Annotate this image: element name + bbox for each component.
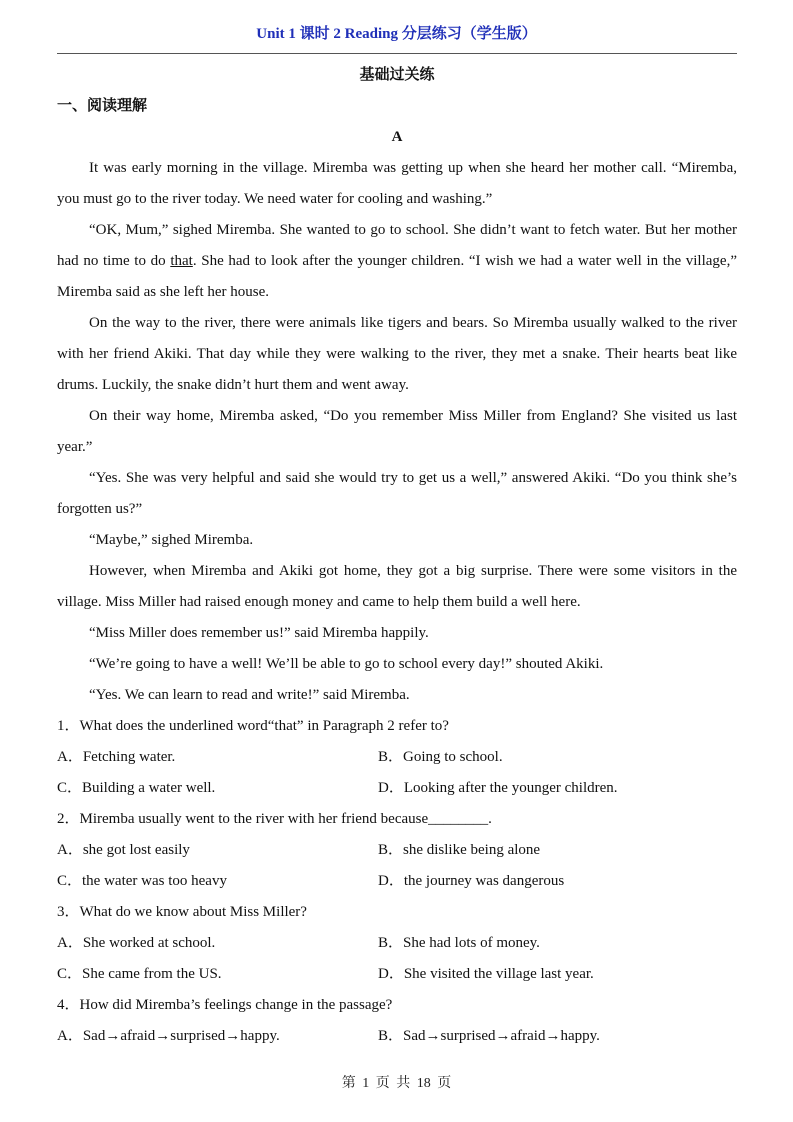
document-header-title: Unit 1 课时 2 Reading 分层练习（学生版） bbox=[256, 26, 537, 42]
options-row bbox=[57, 835, 737, 866]
option-a[interactable]: A．She worked at school. bbox=[57, 935, 216, 951]
option-a[interactable]: A．Sad→afraid→surprised→happy. bbox=[57, 1028, 280, 1044]
passage-paragraph-3: On the way to the river, there were animals like tigers and bears. So Miremba usually walked to the river with her friend Akiki. That day while they were walking to the river, they met a snake. Their hearts beat like drums. Luckily, the snake didn’t hurt them and went away. bbox=[57, 315, 737, 393]
options-row bbox=[57, 1021, 737, 1052]
passage-paragraph-9: “We’re going to have a well! We’ll be able to go to school every day!” shouted Akiki. bbox=[89, 656, 604, 672]
option-c[interactable]: C．the water was too heavy bbox=[57, 873, 227, 889]
passage-paragraph-8: “Miss Miller does remember us!” said Miremba happily. bbox=[89, 625, 429, 641]
option-b[interactable]: B．Sad→surprised→afraid→happy. bbox=[378, 1028, 600, 1044]
header-divider bbox=[57, 53, 737, 54]
paragraph-2-text-before: “OK, Mum,” sighed Miremba. She wanted to go to school. She didn’t want to fetch water. But her mother had no time to do bbox=[57, 222, 737, 269]
page-footer: 第 1 页 共 18 页 bbox=[341, 1076, 452, 1091]
option-c[interactable]: C．She came from the US. bbox=[57, 966, 222, 982]
option-c[interactable]: C．Building a water well. bbox=[57, 780, 216, 796]
options-row bbox=[57, 773, 737, 804]
question-2 bbox=[57, 804, 737, 897]
passage-paragraph-10: “Yes. We can learn to read and write!” said Miremba. bbox=[89, 687, 410, 703]
question-stem: 1．What does the underlined word“that” in Paragraph 2 refer to? bbox=[57, 718, 449, 734]
passage-paragraph-6: “Maybe,” sighed Miremba. bbox=[89, 532, 254, 548]
question-stem: 4．How did Miremba’s feelings change in the passage? bbox=[57, 997, 393, 1013]
options-row bbox=[57, 959, 737, 990]
question-3 bbox=[57, 897, 737, 990]
part-title: 一、阅读理解 bbox=[57, 98, 148, 114]
option-d[interactable]: D．She visited the village last year. bbox=[378, 966, 594, 982]
question-stem: 2．Miremba usually went to the river with her friend because________. bbox=[57, 811, 492, 827]
option-a[interactable]: A．Fetching water. bbox=[57, 749, 176, 765]
passage-label: A bbox=[391, 129, 403, 145]
passage-paragraph-2 bbox=[57, 215, 737, 308]
question-4 bbox=[57, 990, 737, 1052]
option-d[interactable]: D．Looking after the younger children. bbox=[378, 780, 618, 796]
passage-paragraph-1: It was early morning in the village. Miremba was getting up when she heard her mother call. “Miremba, you must go to the river today. We need water for cooling and washing.” bbox=[57, 160, 737, 207]
options-row bbox=[57, 928, 737, 959]
option-a[interactable]: A．she got lost easily bbox=[57, 842, 190, 858]
option-b[interactable]: B．Going to school. bbox=[378, 749, 503, 765]
option-b[interactable]: B．She had lots of money. bbox=[378, 935, 540, 951]
options-row bbox=[57, 866, 737, 897]
option-d[interactable]: D．the journey was dangerous bbox=[378, 873, 565, 889]
passage-paragraph-4: On their way home, Miremba asked, “Do you remember Miss Miller from England? She visited us last year.” bbox=[57, 408, 737, 455]
options-row bbox=[57, 742, 737, 773]
section-heading: 基础过关练 bbox=[359, 67, 435, 83]
question-stem: 3．What do we know about Miss Miller? bbox=[57, 904, 307, 920]
passage-paragraph-7: However, when Miremba and Akiki got home, they got a big surprise. There were some visitors in the village. Miss Miller had raised enough money and came to help them build a well here. bbox=[57, 563, 737, 610]
question-1 bbox=[57, 711, 737, 804]
option-b[interactable]: B．she dislike being alone bbox=[378, 842, 541, 858]
underlined-word-that: that bbox=[170, 253, 193, 269]
passage-paragraph-5: “Yes. She was very helpful and said she would try to get us a well,” answered Akiki. “Do you think she’s forgotten us?” bbox=[57, 470, 737, 517]
document-body bbox=[57, 60, 737, 1052]
paragraph-2-text-after: . She had to look after the younger children. “I wish we had a water well in the village,” Miremba said as she left her house. bbox=[57, 253, 737, 300]
